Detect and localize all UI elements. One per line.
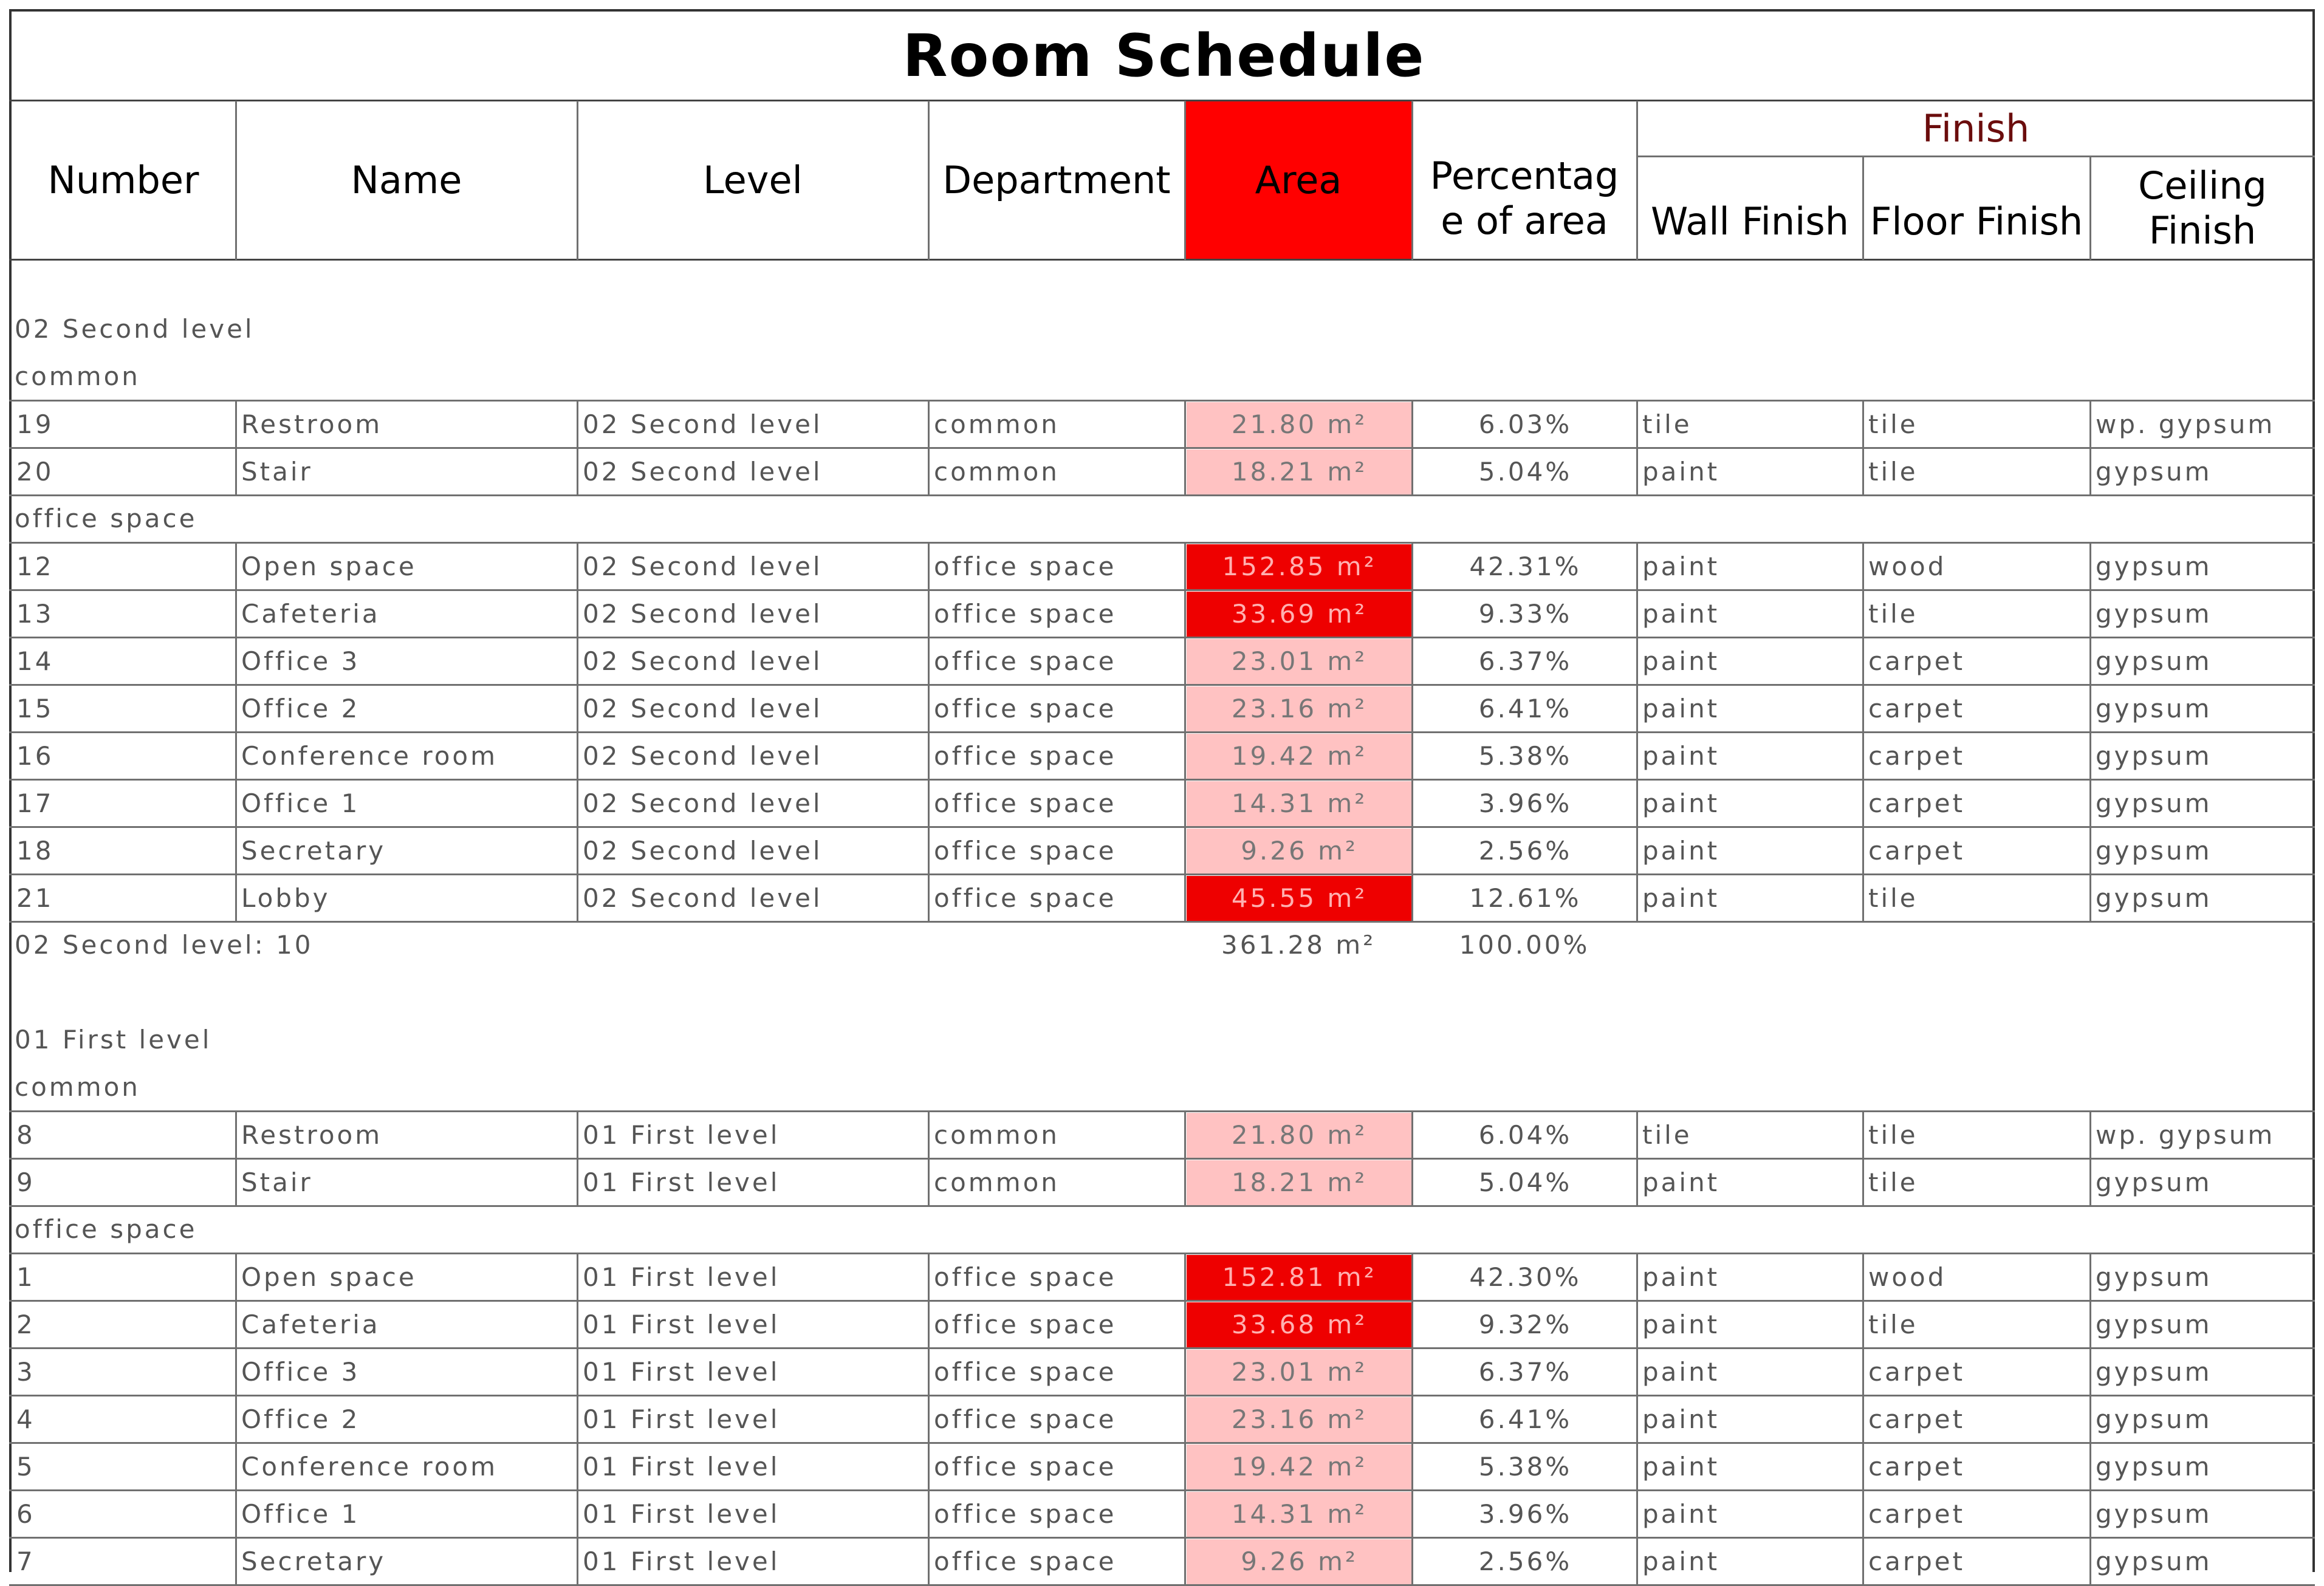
column-header-floor-finish[interactable]: Floor Finish xyxy=(1870,199,2083,244)
cell-level: 02 Second level xyxy=(583,646,823,676)
cell-department: office space xyxy=(934,1357,1117,1387)
cell-level: 01 First level xyxy=(583,1167,780,1197)
cell-area: 23.16 m² xyxy=(1187,1397,1412,1442)
row-divider xyxy=(9,637,2315,638)
row-divider xyxy=(9,589,2315,591)
cell-area: 19.42 m² xyxy=(1187,734,1412,779)
column-header-area[interactable] xyxy=(1185,101,1412,260)
cell-level: 01 First level xyxy=(583,1357,780,1387)
cell-number: 17 xyxy=(16,788,54,818)
cell-floor: carpet xyxy=(1868,836,1966,866)
cell-name: Stair xyxy=(241,1167,313,1197)
row-divider xyxy=(9,873,2315,875)
cell-name: Cafeteria xyxy=(241,599,380,629)
cell-level: 02 Second level xyxy=(583,599,823,629)
cell-department: common xyxy=(934,457,1060,487)
cell-wall: paint xyxy=(1642,1404,1720,1434)
cell-wall: paint xyxy=(1642,599,1720,629)
cell-area: 33.68 m² xyxy=(1187,1302,1412,1347)
cell-name: Secretary xyxy=(241,836,386,866)
cell-floor: carpet xyxy=(1868,1357,1966,1387)
cell-area: 14.31 m² xyxy=(1187,1492,1412,1537)
column-divider xyxy=(577,543,578,922)
cell-ceiling: wp. gypsum xyxy=(2096,409,2275,439)
cell-wall: paint xyxy=(1642,1167,1720,1197)
column-divider xyxy=(1862,1254,1864,1585)
cell-percentage: 5.38% xyxy=(1478,1452,1572,1482)
cell-wall: paint xyxy=(1642,1262,1720,1292)
cell-level: 01 First level xyxy=(583,1547,780,1576)
cell-department: office space xyxy=(934,1452,1117,1482)
column-divider xyxy=(1184,543,1186,922)
department-group-heading: office space xyxy=(15,504,197,533)
cell-department: office space xyxy=(934,788,1117,818)
row-divider xyxy=(9,826,2315,828)
column-divider xyxy=(2089,401,2091,496)
level-total-label: 02 Second level: 10 xyxy=(15,930,314,960)
cell-floor: carpet xyxy=(1868,694,1966,723)
row-divider xyxy=(9,1537,2315,1539)
cell-percentage: 5.04% xyxy=(1478,457,1572,487)
finish-group-divider xyxy=(1637,156,2315,157)
column-divider xyxy=(2089,543,2091,922)
cell-floor: carpet xyxy=(1868,1452,1966,1482)
percentage-header-line1: Percentag xyxy=(1430,154,1619,198)
cell-name: Lobby xyxy=(241,883,331,913)
cell-ceiling: gypsum xyxy=(2096,1167,2212,1197)
column-divider xyxy=(577,401,578,496)
cell-wall: paint xyxy=(1642,1452,1720,1482)
cell-ceiling: gypsum xyxy=(2096,883,2212,913)
cell-wall: paint xyxy=(1642,694,1720,723)
cell-name: Office 2 xyxy=(241,1404,360,1434)
cell-wall: paint xyxy=(1642,836,1720,866)
cell-floor: tile xyxy=(1868,599,1918,629)
cell-level: 01 First level xyxy=(583,1452,780,1482)
row-divider xyxy=(9,1442,2315,1444)
cell-level: 01 First level xyxy=(583,1120,780,1150)
cell-number: 3 xyxy=(16,1357,35,1387)
cell-percentage: 6.37% xyxy=(1478,646,1572,676)
row-divider xyxy=(9,447,2315,449)
column-header-department[interactable]: Department xyxy=(942,158,1171,202)
column-divider xyxy=(928,543,930,922)
cell-number: 19 xyxy=(16,409,54,439)
cell-level: 02 Second level xyxy=(583,457,823,487)
column-divider xyxy=(1636,543,1638,922)
cell-department: common xyxy=(934,409,1060,439)
cell-level: 02 Second level xyxy=(583,409,823,439)
column-divider xyxy=(2089,1254,2091,1585)
cell-area: 45.55 m² xyxy=(1187,876,1412,921)
schedule-title: Room Schedule xyxy=(902,22,1425,90)
cell-area: 23.16 m² xyxy=(1187,686,1412,731)
row-divider xyxy=(9,494,2315,496)
cell-level: 01 First level xyxy=(583,1262,780,1292)
cell-floor: tile xyxy=(1868,409,1918,439)
column-header-number[interactable]: Number xyxy=(47,158,199,202)
cell-percentage: 6.04% xyxy=(1478,1120,1572,1150)
row-divider xyxy=(9,684,2315,686)
cell-percentage: 6.41% xyxy=(1478,1404,1572,1434)
column-header-ceiling-finish[interactable] xyxy=(2090,157,2315,260)
header-top-line xyxy=(9,100,2315,101)
cell-number: 16 xyxy=(16,741,54,771)
ceiling-header-line2: Finish xyxy=(2148,208,2257,253)
cell-wall: paint xyxy=(1642,1499,1720,1529)
column-divider xyxy=(235,543,237,922)
row-divider xyxy=(9,542,2315,544)
cell-area: 23.01 m² xyxy=(1187,1350,1412,1395)
column-divider xyxy=(235,1112,237,1206)
cell-floor: tile xyxy=(1868,457,1918,487)
cell-department: office space xyxy=(934,1262,1117,1292)
header-bottom-line xyxy=(9,259,2315,261)
cell-level: 01 First level xyxy=(583,1404,780,1434)
header-divider xyxy=(1184,101,1186,260)
cell-percentage: 42.30% xyxy=(1469,1262,1582,1292)
cell-name: Conference room xyxy=(241,741,498,771)
column-divider xyxy=(577,1112,578,1206)
column-group-finish: Finish xyxy=(1922,106,2030,151)
cell-department: common xyxy=(934,1167,1060,1197)
cell-name: Conference room xyxy=(241,1452,498,1482)
cell-area: 14.31 m² xyxy=(1187,781,1412,826)
row-divider xyxy=(9,400,2315,402)
cell-department: office space xyxy=(934,1547,1117,1576)
cell-ceiling: gypsum xyxy=(2096,1357,2212,1387)
cell-name: Office 2 xyxy=(241,694,360,723)
cell-name: Office 1 xyxy=(241,788,360,818)
cell-floor: carpet xyxy=(1868,741,1966,771)
cell-floor: tile xyxy=(1868,1120,1918,1150)
cell-level: 02 Second level xyxy=(583,788,823,818)
column-divider xyxy=(235,401,237,496)
cell-number: 4 xyxy=(16,1404,35,1434)
cell-percentage: 9.32% xyxy=(1478,1310,1572,1339)
row-divider xyxy=(9,1489,2315,1491)
cell-floor: tile xyxy=(1868,883,1918,913)
column-header-area-label: Area xyxy=(1255,158,1342,202)
cell-percentage: 2.56% xyxy=(1478,836,1572,866)
cell-wall: paint xyxy=(1642,1357,1720,1387)
column-divider xyxy=(1636,401,1638,496)
cell-wall: tile xyxy=(1642,409,1692,439)
cell-percentage: 3.96% xyxy=(1478,788,1572,818)
header-divider xyxy=(928,101,930,260)
cell-name: Stair xyxy=(241,457,313,487)
column-divider xyxy=(1184,401,1186,496)
cell-department: office space xyxy=(934,1404,1117,1434)
percentage-header-line2: e of area xyxy=(1441,199,1608,243)
cell-ceiling: gypsum xyxy=(2096,1262,2212,1292)
cell-wall: paint xyxy=(1642,1310,1720,1339)
row-divider xyxy=(9,731,2315,733)
header-divider xyxy=(1862,156,1864,260)
cell-department: office space xyxy=(934,1499,1117,1529)
cell-name: Office 1 xyxy=(241,1499,360,1529)
cell-ceiling: gypsum xyxy=(2096,1547,2212,1576)
cell-name: Restroom xyxy=(241,409,383,439)
cell-number: 21 xyxy=(16,883,54,913)
level-group-heading: 01 First level xyxy=(15,1025,212,1054)
cell-floor: wood xyxy=(1868,552,1947,581)
cell-name: Open space xyxy=(241,552,417,581)
column-header-level[interactable]: Level xyxy=(703,158,803,202)
column-divider xyxy=(235,1254,237,1585)
cell-level: 01 First level xyxy=(583,1310,780,1339)
cell-floor: carpet xyxy=(1868,1547,1966,1576)
cell-floor: tile xyxy=(1868,1310,1918,1339)
row-divider xyxy=(9,1300,2315,1302)
cell-floor: tile xyxy=(1868,1167,1918,1197)
column-divider xyxy=(1411,1254,1413,1585)
cell-ceiling: gypsum xyxy=(2096,741,2212,771)
cell-level: 02 Second level xyxy=(583,836,823,866)
cell-floor: wood xyxy=(1868,1262,1947,1292)
cell-wall: paint xyxy=(1642,788,1720,818)
cell-ceiling: gypsum xyxy=(2096,788,2212,818)
column-divider xyxy=(1862,401,1864,496)
cell-area: 9.26 m² xyxy=(1187,1539,1412,1584)
row-divider xyxy=(9,1395,2315,1396)
cell-level: 02 Second level xyxy=(583,741,823,771)
cell-ceiling: wp. gypsum xyxy=(2096,1120,2275,1150)
column-divider xyxy=(577,1254,578,1585)
cell-floor: carpet xyxy=(1868,1499,1966,1529)
cell-name: Secretary xyxy=(241,1547,386,1576)
cell-percentage: 12.61% xyxy=(1469,883,1582,913)
cell-wall: tile xyxy=(1642,1120,1692,1150)
column-divider xyxy=(1411,401,1413,496)
cell-number: 2 xyxy=(16,1310,35,1339)
cell-area: 19.42 m² xyxy=(1187,1444,1412,1489)
column-divider xyxy=(1184,1112,1186,1206)
column-divider xyxy=(2089,1112,2091,1206)
column-divider xyxy=(1411,1112,1413,1206)
column-divider xyxy=(928,401,930,496)
cell-wall: paint xyxy=(1642,741,1720,771)
cell-ceiling: gypsum xyxy=(2096,599,2212,629)
cell-percentage: 6.37% xyxy=(1478,1357,1572,1387)
column-divider xyxy=(1411,543,1413,922)
cell-name: Office 3 xyxy=(241,1357,360,1387)
level-total-area: 361.28 m² xyxy=(1221,930,1376,960)
cell-level: 02 Second level xyxy=(583,694,823,723)
cell-number: 9 xyxy=(16,1167,35,1197)
row-divider xyxy=(9,1110,2315,1112)
cell-percentage: 5.38% xyxy=(1478,741,1572,771)
cell-number: 1 xyxy=(16,1262,35,1292)
cell-name: Cafeteria xyxy=(241,1310,380,1339)
cell-number: 7 xyxy=(16,1547,35,1576)
cell-number: 5 xyxy=(16,1452,35,1482)
department-group-heading: common xyxy=(15,361,140,391)
cell-name: Restroom xyxy=(241,1120,383,1150)
cell-number: 6 xyxy=(16,1499,35,1529)
cell-percentage: 42.31% xyxy=(1469,552,1582,581)
header-divider xyxy=(1411,101,1413,260)
cell-floor: carpet xyxy=(1868,646,1966,676)
cell-department: common xyxy=(934,1120,1060,1150)
cell-number: 13 xyxy=(16,599,54,629)
header-divider xyxy=(1636,101,1638,260)
department-group-heading: common xyxy=(15,1072,140,1102)
cell-area: 152.81 m² xyxy=(1187,1255,1412,1300)
cell-number: 14 xyxy=(16,646,54,676)
cell-name: Office 3 xyxy=(241,646,360,676)
cell-department: office space xyxy=(934,741,1117,771)
cell-area: 21.80 m² xyxy=(1187,402,1412,447)
column-divider xyxy=(928,1254,930,1585)
row-divider xyxy=(9,1205,2315,1207)
cell-number: 18 xyxy=(16,836,54,866)
row-divider xyxy=(9,1347,2315,1349)
column-header-percentage[interactable] xyxy=(1412,101,1637,260)
cell-area: 18.21 m² xyxy=(1187,1160,1412,1205)
column-header-name[interactable]: Name xyxy=(351,158,462,202)
column-divider xyxy=(1862,1112,1864,1206)
cell-department: office space xyxy=(934,694,1117,723)
cell-percentage: 3.96% xyxy=(1478,1499,1572,1529)
column-divider xyxy=(1862,543,1864,922)
cell-ceiling: gypsum xyxy=(2096,552,2212,581)
level-group-heading: 02 Second level xyxy=(15,314,255,344)
cell-department: office space xyxy=(934,836,1117,866)
cell-ceiling: gypsum xyxy=(2096,1499,2212,1529)
cell-percentage: 5.04% xyxy=(1478,1167,1572,1197)
cell-department: office space xyxy=(934,883,1117,913)
row-divider xyxy=(9,1158,2315,1160)
cell-name: Open space xyxy=(241,1262,417,1292)
column-divider xyxy=(1636,1254,1638,1585)
cell-percentage: 6.03% xyxy=(1478,409,1572,439)
cell-department: office space xyxy=(934,599,1117,629)
cell-department: office space xyxy=(934,552,1117,581)
header-divider xyxy=(235,101,237,260)
header-divider xyxy=(2089,156,2091,260)
row-divider xyxy=(9,779,2315,781)
cell-number: 20 xyxy=(16,457,54,487)
cell-wall: paint xyxy=(1642,1547,1720,1576)
cell-ceiling: gypsum xyxy=(2096,1452,2212,1482)
cell-wall: paint xyxy=(1642,552,1720,581)
cell-wall: paint xyxy=(1642,883,1720,913)
cell-department: office space xyxy=(934,1310,1117,1339)
cell-percentage: 9.33% xyxy=(1478,599,1572,629)
cell-area: 21.80 m² xyxy=(1187,1113,1412,1158)
cell-percentage: 6.41% xyxy=(1478,694,1572,723)
cell-wall: paint xyxy=(1642,646,1720,676)
cell-area: 152.85 m² xyxy=(1187,544,1412,589)
cell-department: office space xyxy=(934,646,1117,676)
column-header-wall-finish[interactable]: Wall Finish xyxy=(1651,199,1849,244)
row-divider xyxy=(9,921,2315,923)
cell-ceiling: gypsum xyxy=(2096,646,2212,676)
cell-ceiling: gypsum xyxy=(2096,457,2212,487)
cell-floor: carpet xyxy=(1868,788,1966,818)
column-divider xyxy=(1184,1254,1186,1585)
column-divider xyxy=(928,1112,930,1206)
cell-number: 12 xyxy=(16,552,54,581)
cell-number: 15 xyxy=(16,694,54,723)
cell-percentage: 2.56% xyxy=(1478,1547,1572,1576)
level-total-percentage: 100.00% xyxy=(1459,930,1590,960)
column-divider xyxy=(1636,1112,1638,1206)
cell-wall: paint xyxy=(1642,457,1720,487)
cell-ceiling: gypsum xyxy=(2096,1404,2212,1434)
ceiling-header-line1: Ceiling xyxy=(2138,163,2267,208)
cell-ceiling: gypsum xyxy=(2096,836,2212,866)
department-group-heading: office space xyxy=(15,1214,197,1244)
cell-area: 33.69 m² xyxy=(1187,592,1412,637)
cell-area: 9.26 m² xyxy=(1187,829,1412,873)
cell-ceiling: gypsum xyxy=(2096,694,2212,723)
cell-area: 18.21 m² xyxy=(1187,449,1412,494)
row-divider xyxy=(9,1253,2315,1254)
cell-number: 8 xyxy=(16,1120,35,1150)
cell-floor: carpet xyxy=(1868,1404,1966,1434)
header-divider xyxy=(577,101,578,260)
cell-level: 02 Second level xyxy=(583,883,823,913)
cell-area: 23.01 m² xyxy=(1187,639,1412,684)
cell-ceiling: gypsum xyxy=(2096,1310,2212,1339)
cell-level: 02 Second level xyxy=(583,552,823,581)
cell-level: 01 First level xyxy=(583,1499,780,1529)
